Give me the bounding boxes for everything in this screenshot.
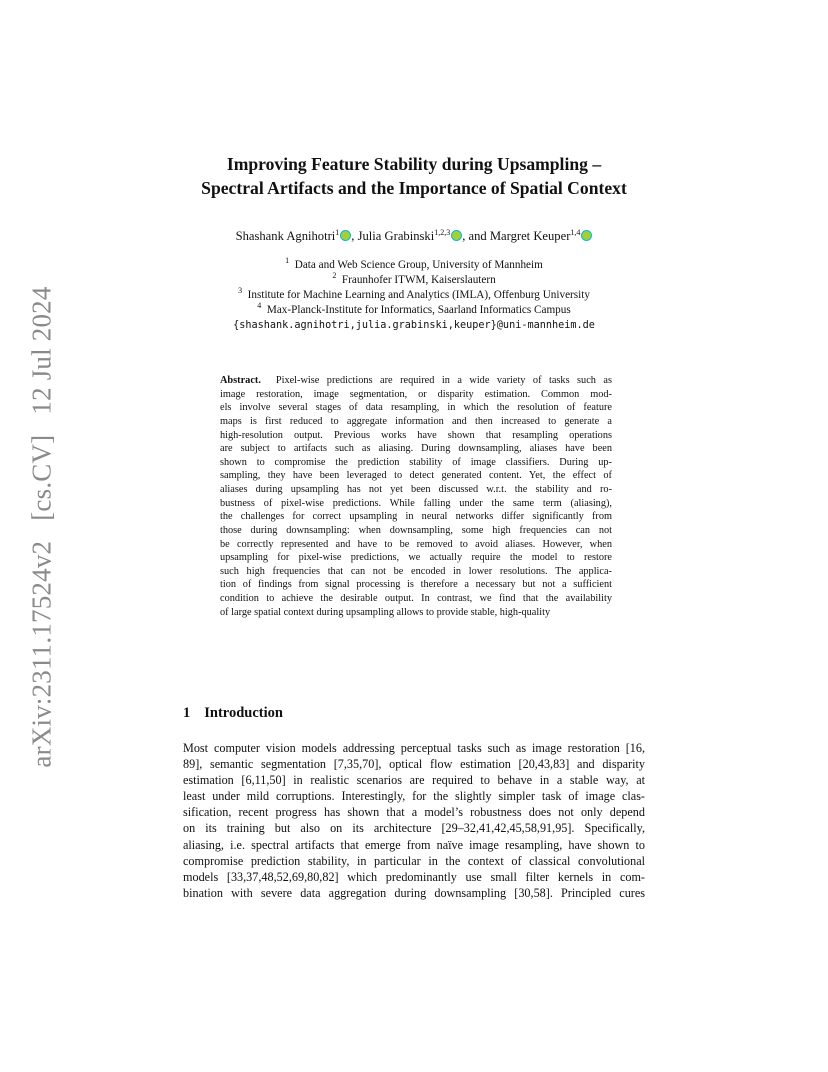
abstract-line: maps is first reduced to aggregate information and then increased to generate a (220, 415, 612, 427)
affiliation-number: 1 (285, 256, 290, 265)
abstract-line: of large spatial context during upsampling allows to provide stable, high-quality (220, 606, 551, 618)
author-emails: {shashank.agnihotri,julia.grabinski,keuper}@uni-mannheim.de (233, 320, 595, 331)
affiliation-text: Fraunhofer ITWM, Kaiserslautern (341, 274, 496, 286)
abstract-line: upsampling for pixel-wise predictions, we actually require the model to restore (220, 552, 612, 564)
arxiv-id: arXiv:2311.17524v2 (26, 540, 57, 768)
title-line-2: Spectral Artifacts and the Importance of Spatial Context (201, 178, 627, 198)
abstract-line: those during downsampling: when downsampling, some high frequencies can not (220, 524, 612, 536)
body-line: compromise prediction stability, in particular in the context of classical convolutional (183, 853, 645, 868)
abstract-line: such high frequencies that can not be encoded in lower resolutions. The applica- (220, 565, 612, 577)
abstract-line (220, 374, 612, 388)
abstract-line: high-resolution output. Previous works have shown that resampling operations (220, 429, 612, 441)
body-line: estimation [6,11,50] in realistic scenarios are required to behave in a stable way, at (183, 773, 645, 788)
paper-title (0, 152, 828, 200)
author-affiliation-marker: 1,4 (570, 228, 581, 237)
abstract-line: are subject to artifacts such as aliasing. During downsampling, aliases have been (220, 443, 612, 455)
affiliation-text: Max-Planck-Institute for Informatics, Saarland Informatics Campus (266, 304, 571, 316)
title-line-1: Improving Feature Stability during Upsampling – (226, 154, 602, 174)
abstract-line: bustness of pixel-wise predictions. While falling under the same term (aliasing), (220, 497, 612, 509)
orcid-icon[interactable] (581, 230, 592, 241)
affiliation (0, 288, 828, 303)
abstract-line: be correctly represented and have to be removed to avoid aliases. However, when (220, 538, 612, 550)
arxiv-identifier (27, 276, 58, 777)
body-line: sification, recent progress has shown that a model’s robustness does not only depend (183, 805, 645, 820)
abstract (220, 374, 612, 619)
section-title: Introduction (204, 705, 283, 721)
section-heading-introduction (183, 705, 283, 722)
affiliation-number: 3 (238, 286, 243, 295)
affiliation (0, 303, 828, 318)
affiliation-text: Data and Web Science Group, University of Mannheim (294, 259, 543, 271)
author-affiliation-marker: 1 (335, 228, 340, 237)
body-line: bination with severe data aggregation during downsampling [30,58]. Principled cures (183, 885, 645, 900)
arxiv-date: 12 Jul 2024 (26, 286, 57, 415)
abstract-line: els involve several stages of data resampling, in which the resolution of feature (220, 402, 612, 414)
section-number: 1 (183, 705, 191, 721)
body-line: on its training but also on its architecture [29–32,41,42,45,58,91,95]. Specifically, (183, 821, 645, 836)
abstract-label: Abstract. (220, 375, 261, 386)
affiliation-text: Institute for Machine Learning and Analytics (IMLA), Offenburg University (247, 289, 590, 301)
abstract-line: sampling, they have been leveraged to detect generated content. Yet, the effect of (220, 470, 612, 482)
orcid-icon[interactable] (340, 230, 351, 241)
introduction-body (183, 740, 645, 901)
body-line: models [33,37,48,52,69,80,82] which predominantly use small filter kernels in com- (183, 869, 645, 884)
author-separator: , (351, 229, 358, 243)
author-name: Margret Keuper (489, 229, 571, 243)
abstract-line: the challenges for correct upsampling in neural networks differ significantly from (220, 511, 612, 523)
body-line: least under mild corruptions. Interestingly, for the slightly simpler task of image clas- (183, 789, 645, 804)
abstract-line: aliases during upsampling has not yet been discussed w.r.t. the stability and ro- (220, 484, 612, 495)
author-list (0, 229, 828, 244)
abstract-text: Pixel-wise predictions are required in a wide variety of tasks such as (275, 375, 612, 386)
abstract-line: condition to achieve the desirable output. In contrast, we find that the availability (220, 593, 612, 604)
affiliation-number: 2 (332, 271, 337, 280)
abstract-line: tion of findings from signal processing is therefore a necessary but not a sufficient (220, 579, 612, 591)
body-line: Most computer vision models addressing perceptual tasks such as image restoration [16, (183, 741, 645, 755)
arxiv-category: [cs.CV] (26, 434, 57, 521)
author-affiliation-marker: 1,2,3 (434, 228, 451, 237)
body-line: aliasing, i.e. spectral artifacts that emerge from naïve image resampling, have shown to (183, 837, 645, 852)
affiliation (0, 258, 828, 273)
author-separator: , and (462, 229, 490, 243)
author-name: Julia Grabinski (357, 229, 435, 243)
abstract-line: image restoration, image segmentation, or disparity estimation. Common mod- (220, 388, 612, 400)
author-name: Shashank Agnihotri (235, 229, 336, 243)
body-line: 89], semantic segmentation [7,35,70], optical flow estimation [20,43,83] and disparity (183, 757, 645, 772)
affiliations (0, 258, 828, 333)
abstract-line: shown to compromise the prediction stability of image classifiers. During up- (220, 456, 612, 468)
affiliation-number: 4 (257, 301, 262, 310)
affiliation (0, 273, 828, 288)
orcid-icon[interactable] (451, 230, 462, 241)
